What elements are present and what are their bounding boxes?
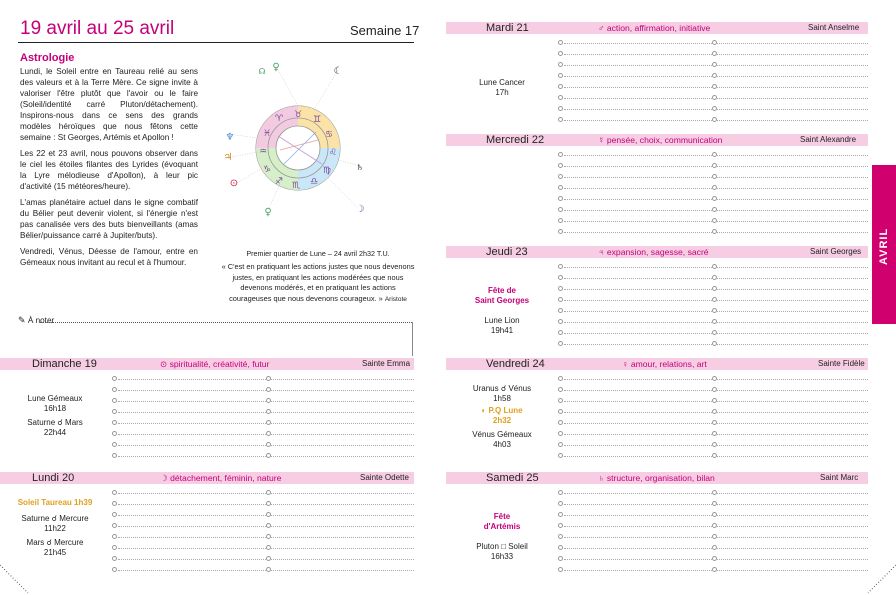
hour-bullet bbox=[712, 319, 717, 324]
day-events bbox=[5, 498, 105, 562]
hour-bullet bbox=[712, 174, 717, 179]
hour-bullet bbox=[712, 545, 717, 550]
hour-bullet bbox=[712, 523, 717, 528]
hour-bullet bbox=[558, 62, 563, 67]
hour-bullet bbox=[112, 534, 117, 539]
hour-bullet bbox=[712, 556, 717, 561]
astrology-paragraph: Lundi, le Soleil entre en Taureau relié au sens des valeurs et à la Terre Mère. Ce signe invite à valoriser l'être plutôt que l'avoir ou le faire (Soleil/identité carré Pluton/détachement). Inspirons-nous dans ce sens des grands modèles héroïques que nous fêtons cette semaine : St Georges, Artémis et Apollon ! bbox=[20, 67, 198, 142]
hour-bullet bbox=[558, 490, 563, 495]
title-divider bbox=[18, 42, 414, 43]
corner-dots-left bbox=[0, 560, 30, 595]
day-saint: Saint Alexandre bbox=[800, 135, 857, 144]
hour-bullet bbox=[266, 545, 271, 550]
hour-bullet bbox=[712, 163, 717, 168]
hour-bullet bbox=[558, 420, 563, 425]
hour-bullet bbox=[558, 207, 563, 212]
day-events bbox=[452, 286, 552, 340]
hour-bullet bbox=[712, 420, 717, 425]
svg-text:♀: ♀ bbox=[264, 207, 272, 218]
hour-bullet bbox=[712, 409, 717, 414]
hour-bullet bbox=[112, 556, 117, 561]
svg-text:♊: ♊ bbox=[312, 115, 322, 125]
hour-bullet bbox=[712, 341, 717, 346]
hour-bullet bbox=[266, 501, 271, 506]
astrology-paragraph: Vendredi, Vénus, Déesse de l'amour, entre en Gémeaux nous invitant au recul et à l'humour. bbox=[20, 247, 198, 267]
hour-bullet bbox=[112, 387, 117, 392]
hour-bullet bbox=[712, 442, 717, 447]
hour-bullet bbox=[266, 442, 271, 447]
day-theme: ♄ structure, organisation, bilan bbox=[598, 473, 715, 483]
day-theme: ♂ action, affirmation, initiative bbox=[598, 23, 711, 33]
hour-bullet bbox=[712, 51, 717, 56]
hour-bullet bbox=[558, 523, 563, 528]
hour-bullet bbox=[558, 545, 563, 550]
hour-bullet bbox=[558, 376, 563, 381]
hour-bullet bbox=[266, 431, 271, 436]
hour-bullet bbox=[266, 387, 271, 392]
hour-bullet bbox=[712, 387, 717, 392]
hour-bullet bbox=[558, 398, 563, 403]
svg-text:♉: ♉ bbox=[293, 110, 303, 120]
hour-bullet bbox=[712, 490, 717, 495]
hour-bullet bbox=[266, 534, 271, 539]
hour-bullet bbox=[712, 308, 717, 313]
day-events bbox=[452, 512, 552, 566]
hour-bullet bbox=[112, 376, 117, 381]
day-saint: Saint Georges bbox=[810, 247, 862, 256]
svg-text:⊙: ⊙ bbox=[229, 178, 239, 189]
day-saint: Saint Marc bbox=[820, 473, 859, 482]
event-item: Lune Lion 19h41 bbox=[484, 316, 520, 335]
week-number: Semaine 17 bbox=[350, 23, 420, 38]
day-friday bbox=[446, 358, 868, 466]
hour-bullet bbox=[712, 229, 717, 234]
day-saint: Sainte Emma bbox=[362, 359, 411, 368]
day-saint: Sainte Odette bbox=[360, 473, 409, 482]
event-item: Lune Cancer 17h bbox=[479, 78, 525, 97]
hour-bullet bbox=[112, 409, 117, 414]
astrology-paragraph: L'amas planétaire actuel dans le signe combatif du Bélier peut devenir violent, si l'énergie n'est pas canalisée vers des buts bienveillants (amas Bélier/puissance carré à Jupiter/buts). bbox=[20, 198, 198, 240]
month-tab-label: AVRIL bbox=[878, 227, 890, 265]
hour-bullet bbox=[266, 556, 271, 561]
hour-bullet bbox=[266, 567, 271, 572]
hour-bullet bbox=[558, 297, 563, 302]
day-saint: Sainte Fidèle bbox=[818, 359, 865, 368]
hour-bullet bbox=[712, 501, 717, 506]
day-thursday bbox=[446, 246, 868, 354]
hour-bullet bbox=[712, 84, 717, 89]
day-name: Dimanche 19 bbox=[32, 358, 97, 370]
quote-text: « C'est en pratiquant les actions justes que nous devenons justes, en pratiquant les actions modérées que nous devenons modérés, et en pratiquant les actions courageuses que nous devenons courageux. » bbox=[221, 262, 415, 303]
hour-bullet bbox=[558, 196, 563, 201]
hour-bullet bbox=[712, 62, 717, 67]
hour-bullet bbox=[112, 523, 117, 528]
month-tab[interactable] bbox=[872, 165, 896, 324]
hour-bullet bbox=[712, 185, 717, 190]
hour-bullet bbox=[712, 196, 717, 201]
moon-phase-caption: Premier quartier de Lune – 24 avril 2h32 T.U. bbox=[246, 249, 390, 258]
hour-bullet bbox=[558, 319, 563, 324]
svg-text:☾: ☾ bbox=[333, 66, 343, 77]
hour-bullet bbox=[712, 275, 717, 280]
hour-bullet bbox=[112, 545, 117, 550]
note-label-text: À noter bbox=[27, 316, 55, 325]
day-wednesday bbox=[446, 134, 868, 242]
hour-bullet bbox=[266, 398, 271, 403]
svg-text:♌: ♌ bbox=[328, 148, 338, 158]
day-events bbox=[5, 394, 105, 442]
svg-text:♐: ♐ bbox=[274, 177, 284, 187]
day-saturday bbox=[446, 472, 868, 580]
hour-bullet bbox=[112, 442, 117, 447]
hour-bullet bbox=[266, 512, 271, 517]
hour-bullet bbox=[266, 490, 271, 495]
hour-bullet bbox=[558, 442, 563, 447]
svg-text:♆: ♆ bbox=[225, 132, 235, 143]
hour-bullet bbox=[712, 512, 717, 517]
day-tuesday bbox=[446, 22, 868, 130]
hour-bullet bbox=[558, 501, 563, 506]
svg-text:♑: ♑ bbox=[262, 165, 272, 175]
hour-bullet bbox=[558, 512, 563, 517]
svg-text:♀: ♀ bbox=[272, 62, 280, 73]
highlight-event: Soleil Taureau 1h39 bbox=[17, 498, 93, 507]
day-name: Samedi 25 bbox=[486, 472, 539, 484]
hour-bullet bbox=[712, 431, 717, 436]
event-item: Vénus Gémeaux 4h03 bbox=[472, 430, 532, 449]
day-name: Mardi 21 bbox=[486, 22, 529, 34]
svg-text:♋: ♋ bbox=[324, 130, 334, 140]
hour-bullet bbox=[712, 534, 717, 539]
hour-bullet bbox=[558, 106, 563, 111]
hour-bullet bbox=[712, 567, 717, 572]
hour-bullet bbox=[712, 117, 717, 122]
hour-bullet bbox=[558, 73, 563, 78]
note-label bbox=[18, 315, 54, 326]
day-monday bbox=[0, 472, 414, 580]
svg-text:♃: ♃ bbox=[223, 152, 233, 163]
hour-bullet bbox=[112, 431, 117, 436]
hour-bullet bbox=[558, 387, 563, 392]
astrological-chart bbox=[218, 60, 368, 230]
pen-icon: ✎ bbox=[18, 315, 26, 325]
feast-event: Fête de Saint Georges bbox=[474, 286, 530, 305]
hour-bullet bbox=[266, 376, 271, 381]
quote-author: Aristote bbox=[384, 295, 407, 303]
hour-bullet bbox=[712, 297, 717, 302]
hour-bullet bbox=[112, 501, 117, 506]
hour-bullet bbox=[112, 453, 117, 458]
hour-bullet bbox=[558, 163, 563, 168]
hour-bullet bbox=[558, 40, 563, 45]
hour-bullet bbox=[112, 512, 117, 517]
astrology-text bbox=[20, 66, 198, 273]
hour-bullet bbox=[558, 453, 563, 458]
hour-bullet bbox=[558, 264, 563, 269]
day-name: Mercredi 22 bbox=[486, 134, 545, 146]
hour-bullet bbox=[712, 95, 717, 100]
note-line[interactable] bbox=[40, 322, 412, 323]
hour-bullet bbox=[712, 106, 717, 111]
svg-text:♈: ♈ bbox=[274, 114, 284, 124]
hour-bullet bbox=[712, 376, 717, 381]
day-theme: ☿ pensée, choix, communication bbox=[598, 135, 723, 145]
day-theme: ⊙ spiritualité, créativité, futur bbox=[160, 359, 270, 369]
hour-bullet bbox=[558, 330, 563, 335]
day-theme: ♀ amour, relations, art bbox=[622, 359, 707, 369]
day-sunday bbox=[0, 358, 414, 466]
event-item: Lune Gémeaux 16h18 bbox=[27, 394, 83, 413]
svg-text:♒: ♒ bbox=[258, 147, 268, 157]
hour-bullet bbox=[558, 218, 563, 223]
hour-bullet bbox=[712, 218, 717, 223]
day-theme: ♃ expansion, sagesse, sacré bbox=[598, 247, 709, 257]
hour-bullet bbox=[558, 51, 563, 56]
week-title: 19 avril au 25 avril bbox=[20, 18, 175, 39]
hour-bullet bbox=[558, 534, 563, 539]
hour-bullet bbox=[712, 152, 717, 157]
svg-text:♎: ♎ bbox=[309, 177, 319, 187]
day-theme: ☽ détachement, féminin, nature bbox=[160, 473, 282, 483]
hour-bullet bbox=[112, 490, 117, 495]
hour-bullet bbox=[712, 330, 717, 335]
hour-bullet bbox=[558, 286, 563, 291]
day-saint: Saint Anselme bbox=[808, 23, 860, 32]
hour-bullet bbox=[558, 409, 563, 414]
hour-bullet bbox=[266, 453, 271, 458]
hour-bullet bbox=[112, 420, 117, 425]
svg-text:☽: ☽ bbox=[355, 204, 365, 215]
event-item: Saturne ☌ Mars 22h44 bbox=[27, 418, 83, 437]
feast-event: Fête d'Artémis bbox=[483, 512, 521, 531]
day-name: Vendredi 24 bbox=[486, 358, 545, 370]
hour-bullet bbox=[558, 152, 563, 157]
hour-bullet bbox=[712, 73, 717, 78]
hour-bullet bbox=[558, 308, 563, 313]
note-box-edge bbox=[412, 322, 413, 356]
svg-text:♄: ♄ bbox=[356, 163, 364, 172]
hour-bullet bbox=[266, 409, 271, 414]
event-item: Mars ☌ Mercure 21h45 bbox=[26, 538, 84, 557]
day-events bbox=[452, 78, 552, 102]
hour-bullet bbox=[266, 523, 271, 528]
hour-bullet bbox=[712, 40, 717, 45]
hour-bullet bbox=[558, 431, 563, 436]
day-events bbox=[452, 384, 552, 454]
hour-bullet bbox=[558, 185, 563, 190]
hour-bullet bbox=[558, 84, 563, 89]
hour-bullet bbox=[712, 264, 717, 269]
moon-phase-event: ◐ P.Q Lune 2h32 bbox=[481, 406, 523, 425]
hour-bullet bbox=[558, 95, 563, 100]
svg-text:☊: ☊ bbox=[258, 67, 266, 76]
corner-dots-right bbox=[866, 560, 896, 595]
astrology-heading: Astrologie bbox=[20, 52, 75, 64]
hour-bullet bbox=[712, 398, 717, 403]
hour-bullet bbox=[112, 398, 117, 403]
astrology-paragraph: Les 22 et 23 avril, nous pouvons observer dans le ciel les étoiles filantes des Lyrides (évoquant la Lyre mélodieuse d'Apollon), à leur pic d'activité (15 météores/heure). bbox=[20, 149, 198, 191]
event-item: Saturne ☌ Mercure 11h22 bbox=[21, 514, 89, 533]
hour-bullet bbox=[558, 341, 563, 346]
day-name: Lundi 20 bbox=[32, 472, 75, 484]
hour-bullet bbox=[712, 453, 717, 458]
event-item: Pluton □ Soleil 16h33 bbox=[476, 542, 528, 561]
hour-bullet bbox=[558, 275, 563, 280]
hour-bullet bbox=[558, 567, 563, 572]
hour-bullet bbox=[112, 567, 117, 572]
hour-bullet bbox=[558, 174, 563, 179]
hour-bullet bbox=[558, 556, 563, 561]
hour-bullet bbox=[712, 286, 717, 291]
event-item: Uranus ☌ Vénus 1h58 bbox=[472, 384, 532, 403]
day-name: Jeudi 23 bbox=[486, 246, 528, 258]
hour-bullet bbox=[712, 207, 717, 212]
svg-text:♓: ♓ bbox=[262, 129, 272, 139]
hour-bullet bbox=[266, 420, 271, 425]
quote bbox=[220, 262, 416, 305]
svg-text:♍: ♍ bbox=[322, 166, 332, 176]
svg-text:♏: ♏ bbox=[291, 181, 301, 191]
hour-bullet bbox=[558, 229, 563, 234]
hour-bullet bbox=[558, 117, 563, 122]
